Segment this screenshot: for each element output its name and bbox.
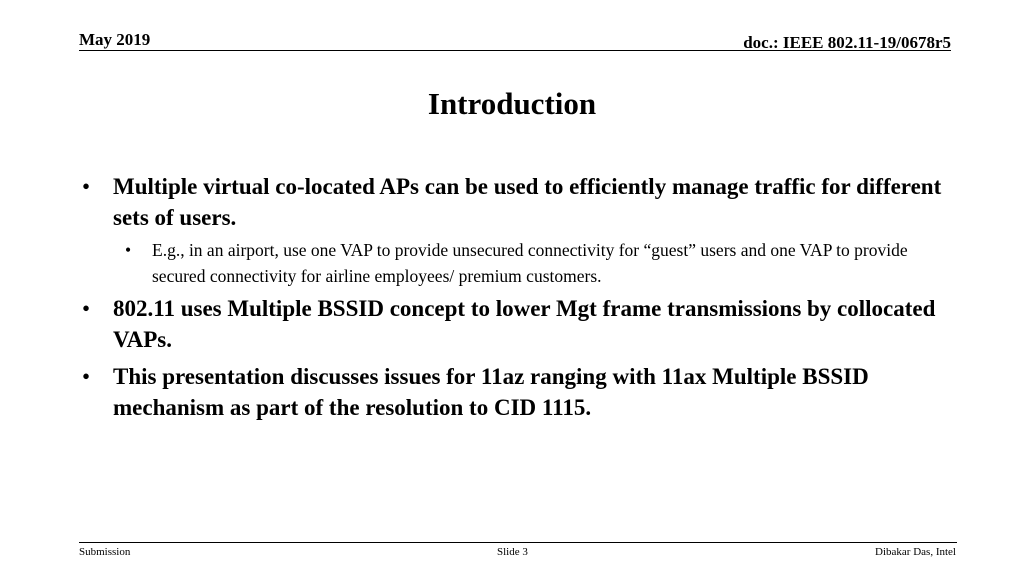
slide-body <box>82 171 952 423</box>
header-doc-id: doc.: IEEE 802.11-19/0678r5 <box>743 33 951 52</box>
sub-bullet-1 <box>113 237 952 289</box>
bullet-1 <box>82 171 952 233</box>
bullet-text: 802.11 uses Multiple BSSID concept to lower Mgt frame transmissions by collocated VAPs. <box>113 296 936 352</box>
bullet-3 <box>82 361 952 423</box>
slide-title: Introduction <box>427 86 597 121</box>
bullet-marker: • <box>82 364 91 389</box>
footer-rule <box>79 542 957 543</box>
header-rule <box>79 50 951 51</box>
bullet-2 <box>82 293 952 355</box>
footer-author: Dibakar Das, Intel <box>875 546 956 558</box>
footer-submission: Submission <box>79 546 131 558</box>
bullet-text: Multiple virtual co-located APs can be used to efficiently manage traffic for different sets of users. <box>113 174 942 230</box>
bullet-marker: • <box>82 174 91 199</box>
footer-slide-number: Slide 3 <box>497 546 528 558</box>
bullet-marker: • <box>82 296 91 321</box>
sub-bullet-marker: • <box>125 240 132 260</box>
header-date: May 2019 <box>79 30 151 49</box>
bullet-text: This presentation discusses issues for 11az ranging with 11ax Multiple BSSID mechanism as part of the resolution to CID 1115. <box>113 364 869 420</box>
sub-bullet-text: E.g., in an airport, use one VAP to provide unsecured connectivity for “guest” users and one VAP to provide secured connectivity for airline employees/ premium customers. <box>152 240 908 286</box>
